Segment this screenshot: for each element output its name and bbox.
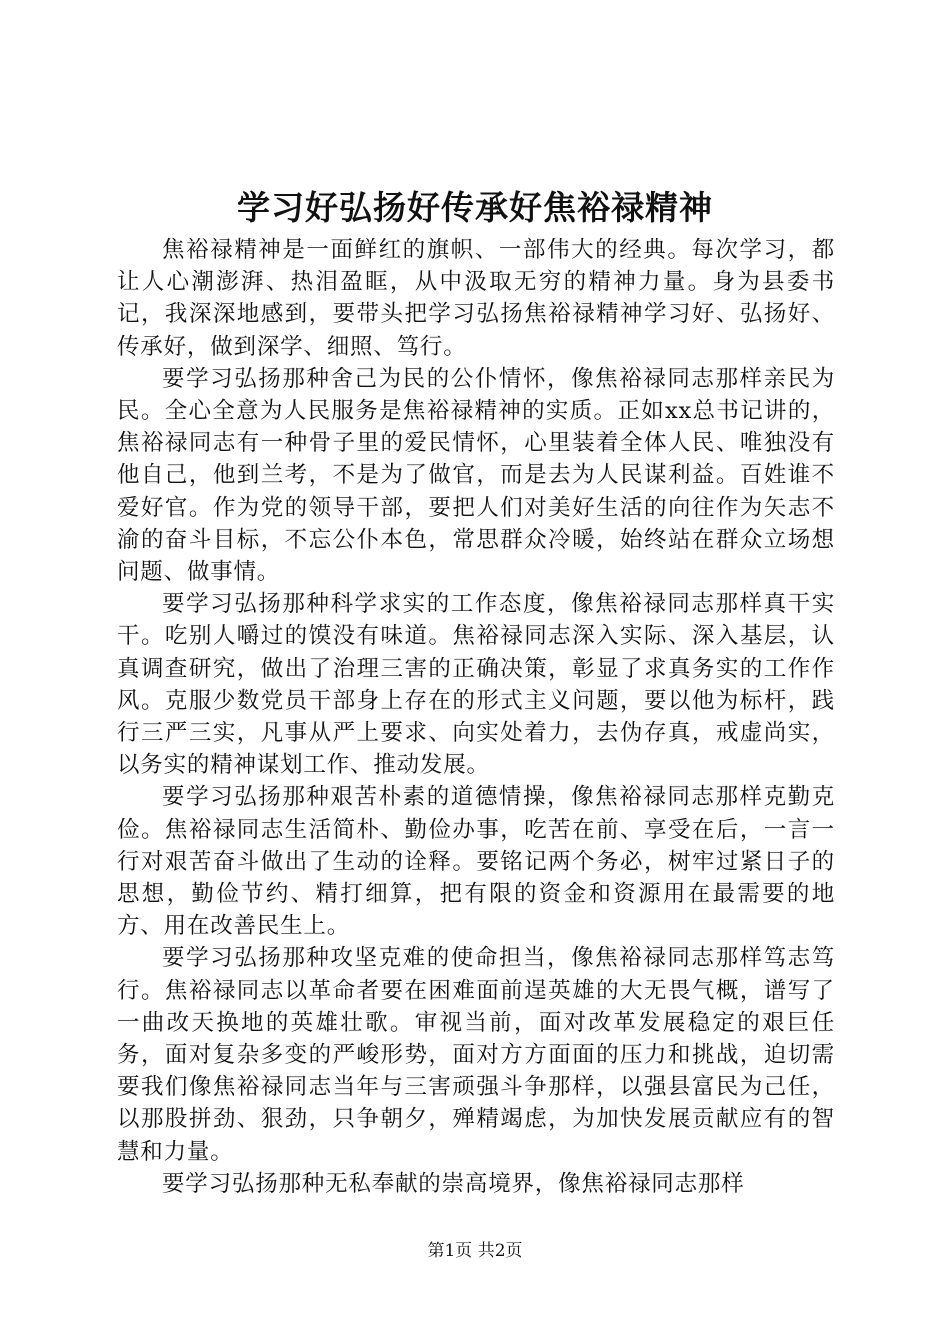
paragraph-3: 要学习弘扬那种科学求实的工作态度，像焦裕禄同志那样真干实干。吃别人嚼过的馍没有味道。焦裕禄同志深入实际、深入基层，认真调查研究，做出了治理三害的正确决策，彰显了求真务实的工作作风。克服少数党员干部身上存在的形式主义问题，要以他为标杆，践行三严三实，凡事从严上要求、向实处着力，去伪存真，戒虚尚实，以务实的精神谋划工作、推动发展。 (117, 591, 835, 779)
document-body (117, 234, 835, 1200)
paragraph-5: 要学习弘扬那种攻坚克难的使命担当，像焦裕禄同志那样笃志笃行。焦裕禄同志以革命者要在困难面前逞英雄的大无畏气概，谱写了一曲改天换地的英雄壮歌。审视当前，面对改革发展稳定的艰巨任务，面对复杂多变的严峻形势，面对方方面面的压力和挑战，迫切需要我们像焦裕禄同志当年与三害顽强斗争那样，以强县富民为己任，以那股拼劲、狠劲，只争朝夕，殚精竭虑，为加快发展贡献应有的智慧和力量。 (117, 945, 835, 1165)
document-title: 学习好弘扬好传承好焦裕禄精神 (237, 188, 713, 227)
paragraph-6: 要学习弘扬那种无私奉献的崇高境界，像焦裕禄同志那样 (162, 1170, 745, 1197)
page-number-footer: 第1页 共2页 (427, 1241, 523, 1261)
paragraph-1: 焦裕禄精神是一面鲜红的旗帜、一部伟大的经典。每次学习，都让人心潮澎湃、热泪盈眶，从中汲取无穷的精神力量。身为县委书记，我深深地感到，要带头把学习弘扬焦裕禄精神学习好、弘扬好、传承好，做到深学、细照、笃行。 (117, 237, 835, 360)
paragraph-4: 要学习弘扬那种艰苦朴素的道德情操，像焦裕禄同志那样克勤克俭。焦裕禄同志生活简朴、勤俭办事，吃苦在前、享受在后，一言一行对艰苦奋斗做出了生动的诠释。要铭记两个务必，树牢过紧日子的思想，勤俭节约、精打细算，把有限的资金和资源用在最需要的地方、用在改善民生上。 (117, 784, 835, 940)
paragraph-2: 要学习弘扬那种舍己为民的公仆情怀，像焦裕禄同志那样亲民为民。全心全意为人民服务是焦裕禄精神的实质。正如xx总书记讲的，焦裕禄同志有一种骨子里的爱民情怀，心里装着全体人民、唯独没有他自己，他到兰考，不是为了做官，而是去为人民谋利益。百姓谁不爱好官。作为党的领导干部，要把人们对美好生活的向往作为矢志不渝的奋斗目标，不忘公仆本色，常思群众冷暖，始终站在群众立场想问题、做事情。 (117, 365, 835, 586)
